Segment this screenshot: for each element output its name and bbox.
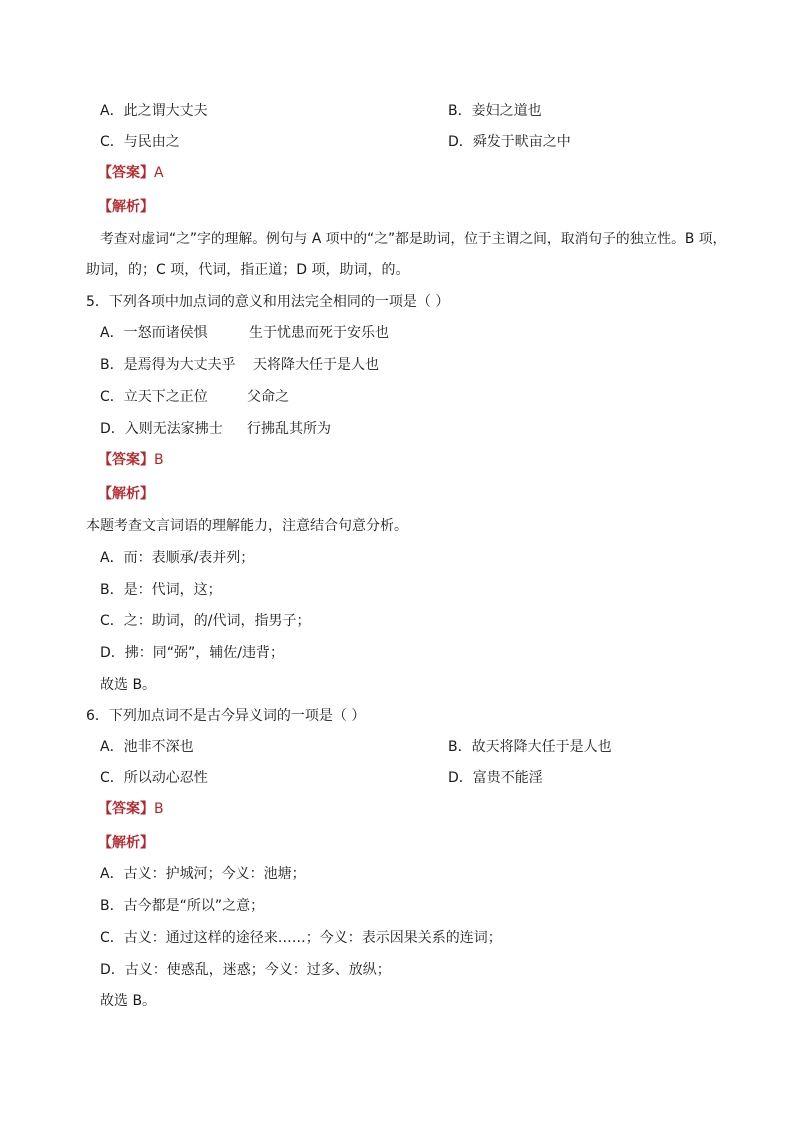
q6-conclusion: 故选 B。 — [100, 993, 157, 1009]
q6-option-b: B．故天将降大任于是人也 — [448, 739, 612, 755]
q5-answer — [98, 450, 164, 470]
q6-analysis-b: B．古今都是“所以”之意； — [100, 898, 265, 914]
q5-analysis-c: C．之：助词，的/代词，指男子； — [100, 613, 311, 629]
q5-option-b: B．是焉得为大丈夫乎 天将降大任于是人也 — [100, 357, 379, 373]
answer-value: A — [154, 165, 164, 181]
q6-analysis-label: 【解析】 — [98, 835, 154, 851]
q6-analysis-c: C．古义：通过这样的途径来……；今义：表示因果关系的连词； — [100, 930, 502, 946]
q6-analysis-d: D．古义：使惑乱，迷惑；今义：过多、放纵； — [100, 962, 391, 978]
q4-option-a: A．此之谓大丈夫 — [100, 103, 208, 119]
q4-options-row2 — [100, 132, 571, 152]
q5-conclusion: 故选 B。 — [100, 677, 157, 693]
q5-analysis-label: 【解析】 — [98, 486, 154, 502]
q5-option-a: A．一怒而诸侯惧 生于忧患而死于安乐也 — [100, 325, 389, 341]
q5-option-c: C．立天下之正位 父命之 — [100, 389, 289, 405]
answer-value: B — [154, 452, 164, 468]
answer-label: 【答案】 — [98, 165, 154, 181]
answer-value: B — [154, 801, 164, 817]
q5-stem: 5．下列各项中加点词的意义和用法完全相同的一项是（ ） — [86, 294, 450, 310]
q5-analysis-b: B．是：代词，这； — [100, 582, 222, 598]
q4-option-d: D．舜发于畎亩之中 — [448, 134, 571, 150]
q6-analysis-a: A．古义：护城河；今义：池塘； — [100, 866, 306, 882]
q5-option-d: D．入则无法家拂士 行拂乱其所为 — [100, 421, 331, 437]
q6-answer — [98, 799, 164, 819]
q6-options-row1 — [100, 737, 612, 757]
q6-stem: 6．下列加点词不是古今异义词的一项是（ ） — [86, 708, 366, 724]
q6-options-row2 — [100, 768, 543, 788]
q5-analysis-a: A．而：表顺承/表并列； — [100, 550, 255, 566]
q5-analysis-intro: 本题考查文言词语的理解能力，注意结合句意分析。 — [86, 518, 408, 534]
q6-option-c: C．所以动心忍性 — [100, 770, 208, 786]
answer-label: 【答案】 — [98, 452, 154, 468]
q5-analysis-d: D．拂：同“弼”，辅佐/违背； — [100, 645, 285, 661]
q6-option-d: D．富贵不能淫 — [448, 770, 543, 786]
q6-option-a: A．池非不深也 — [100, 739, 194, 755]
answer-label: 【答案】 — [98, 801, 154, 817]
q4-analysis-line2: 助词，的；C 项，代词，指正道；D 项，助词，的。 — [86, 262, 410, 278]
q4-analysis-label: 【解析】 — [98, 199, 154, 215]
q4-option-b: B．妾妇之道也 — [448, 103, 542, 119]
q4-options-row1 — [100, 101, 542, 121]
q4-analysis-line1: 考查对虚词“之”字的理解。例句与 A 项中的“之”都是助词，位于主谓之间，取消句子的独立性。B 项， — [100, 231, 727, 247]
q4-option-c: C．与民由之 — [100, 134, 180, 150]
q4-answer — [98, 163, 164, 183]
